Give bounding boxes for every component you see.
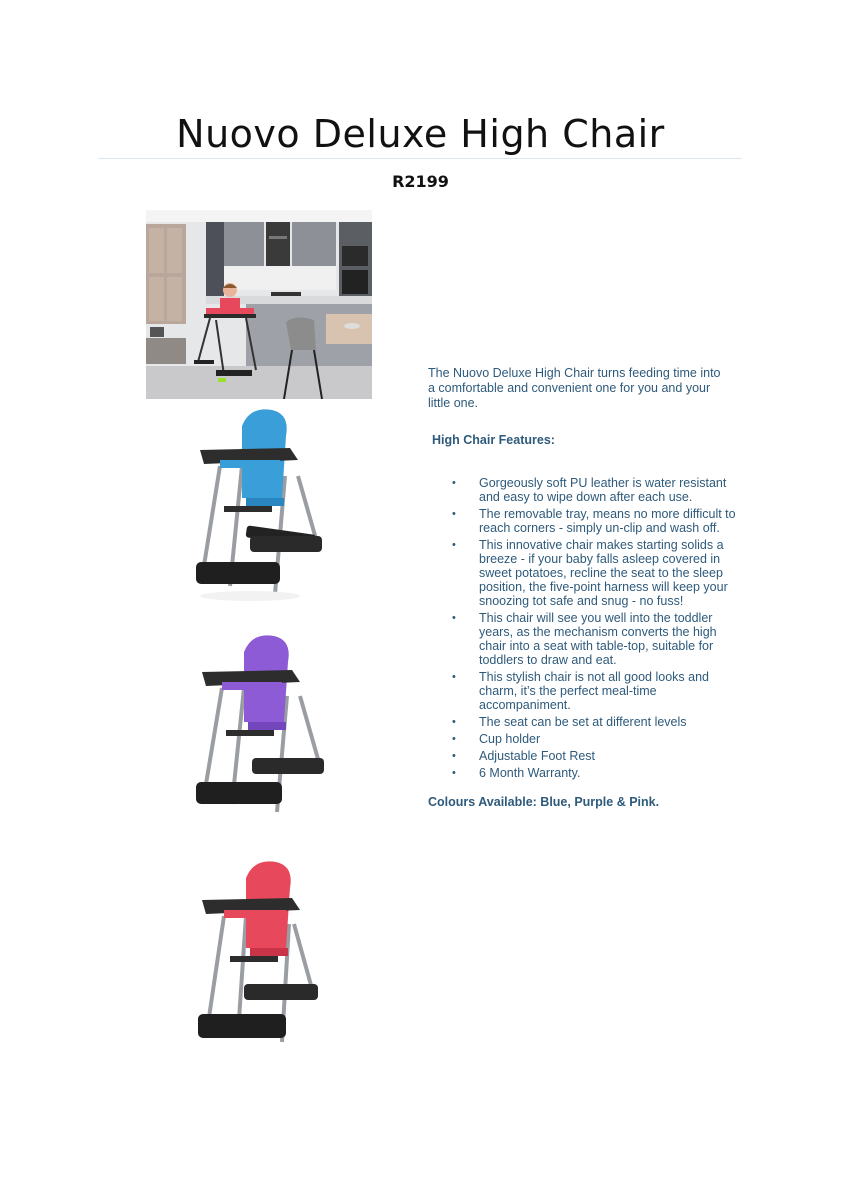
feature-text: The seat can be set at different levels xyxy=(479,715,687,729)
bullet-icon: • xyxy=(452,477,456,489)
bullet-icon: • xyxy=(452,671,456,683)
feature-item xyxy=(452,507,742,535)
colours-available: Colours Available: Blue, Purple & Pink. xyxy=(428,795,660,809)
feature-text: The removable tray, means no more difficult to reach corners - simply un-clip and wash off. xyxy=(479,507,736,535)
feature-text: Adjustable Foot Rest xyxy=(479,749,596,763)
feature-item xyxy=(452,611,742,667)
feature-text: This chair will see you well into the toddler years, as the mechanism converts the high chair into a seat with table-top, suitable for toddlers to draw and eat. xyxy=(479,611,717,667)
feature-text: Gorgeously soft PU leather is water resistant and easy to wipe down after each use. xyxy=(479,476,727,504)
product-intro: The Nuovo Deluxe High Chair turns feeding time into a comfortable and convenient one for you and your little one. xyxy=(428,366,721,410)
bullet-icon: • xyxy=(452,750,456,762)
bullet-icon: • xyxy=(452,508,456,520)
features-list xyxy=(452,476,742,783)
feature-text: 6 Month Warranty. xyxy=(479,766,581,780)
blue-high-chair-image xyxy=(190,406,330,602)
feature-item xyxy=(452,670,742,712)
bullet-icon: • xyxy=(452,539,456,551)
feature-item xyxy=(452,715,742,729)
feature-text: This stylish chair is not all good looks and charm, it’s the perfect meal-time accompaniment. xyxy=(479,670,709,712)
page-title: Nuovo Deluxe High Chair xyxy=(176,112,665,156)
features-heading: High Chair Features: xyxy=(432,433,555,447)
feature-item xyxy=(452,538,742,608)
bullet-icon: • xyxy=(452,733,456,745)
feature-text: This innovative chair makes starting solids a breeze - if your baby falls asleep covered in sweet potatoes, recline the seat to the sleep position, the five-point harness will keep your snoozing tot safe and snug - no fuss! xyxy=(479,538,728,608)
purple-high-chair-image xyxy=(192,632,332,820)
feature-item xyxy=(452,749,742,763)
feature-item xyxy=(452,766,742,780)
kitchen-photo xyxy=(146,210,372,399)
title-divider xyxy=(98,158,742,159)
pink-high-chair-image xyxy=(194,858,334,1052)
price: R2199 xyxy=(392,172,449,191)
feature-item xyxy=(452,476,742,504)
bullet-icon: • xyxy=(452,612,456,624)
bullet-icon: • xyxy=(452,716,456,728)
feature-item xyxy=(452,732,742,746)
feature-text: Cup holder xyxy=(479,732,541,746)
bullet-icon: • xyxy=(452,767,456,779)
